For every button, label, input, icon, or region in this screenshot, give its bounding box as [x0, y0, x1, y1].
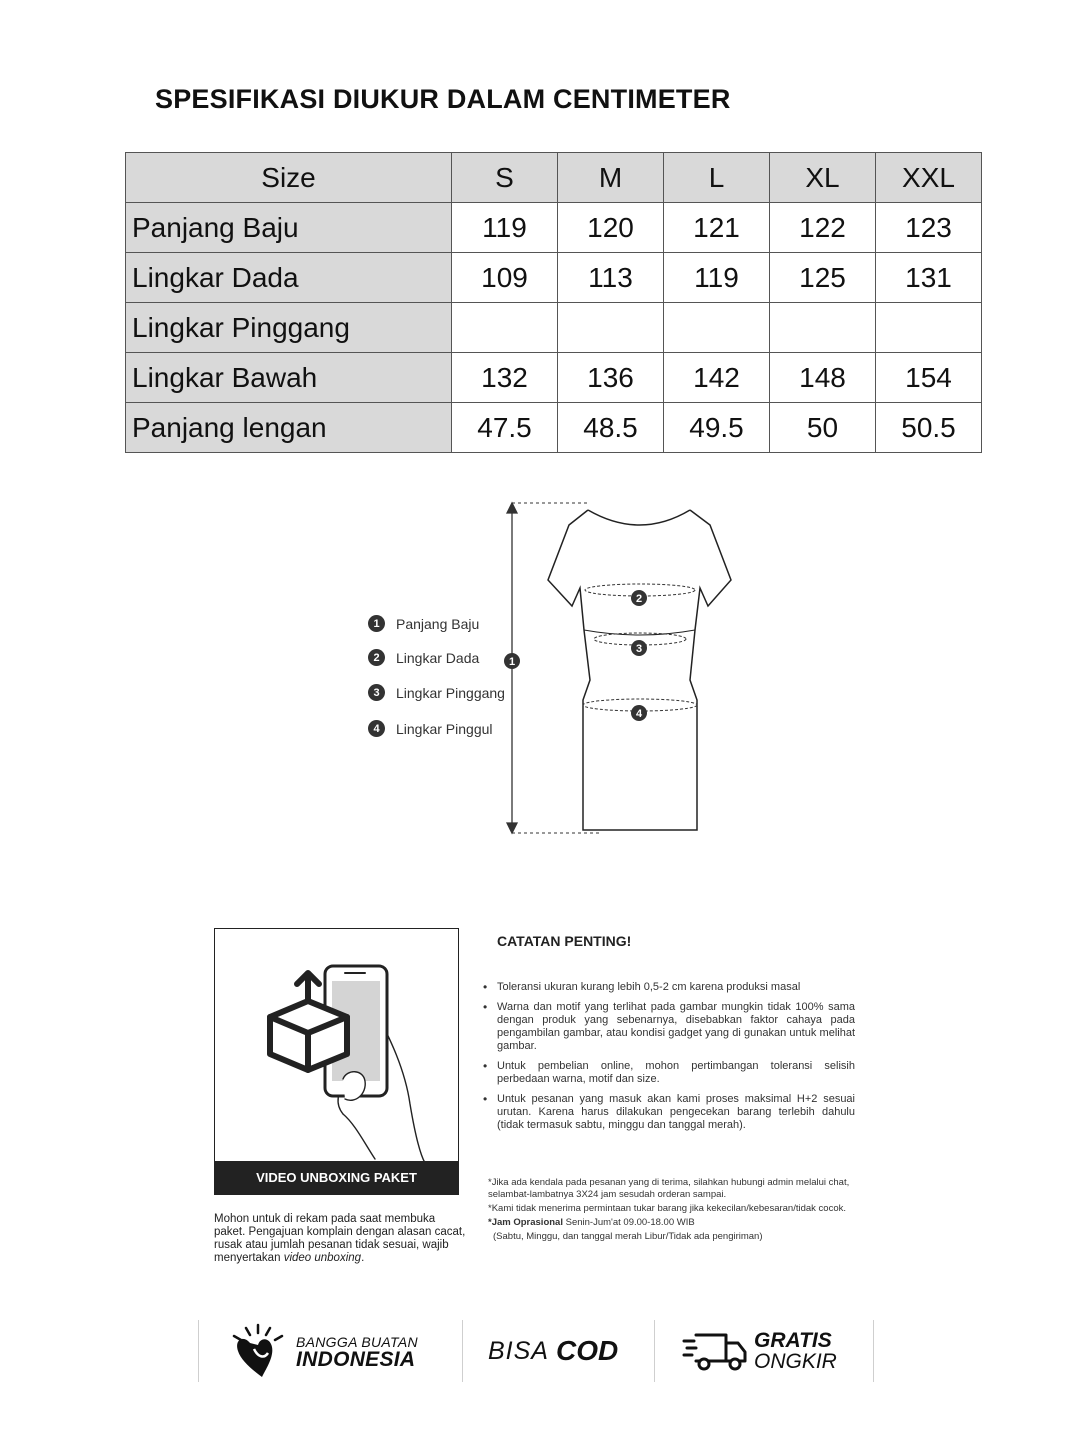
table-row — [126, 203, 982, 253]
row-label: Lingkar Dada — [126, 253, 452, 303]
table-cell — [770, 303, 876, 353]
table-cell: 125 — [770, 253, 876, 303]
unboxing-note — [214, 1213, 466, 1265]
unboxing-card — [214, 928, 459, 1195]
badge-row — [198, 1320, 874, 1382]
header-cell-xl: XL — [770, 153, 876, 203]
marker-4 — [631, 705, 647, 721]
hours-note: (Sabtu, Minggu, dan tanggal merah Libur/Tidak ada pengiriman) — [493, 1231, 763, 1242]
badge-bangga-small-text: BANGGA BUATAN — [296, 1334, 418, 1350]
legend-label: Panjang Baju — [396, 615, 480, 632]
table-cell: 123 — [876, 203, 982, 253]
table-header-row — [126, 153, 982, 203]
badge-divider — [198, 1320, 199, 1382]
svg-text:4: 4 — [635, 708, 643, 720]
table-cell: 113 — [558, 253, 664, 303]
table-cell: 48.5 — [558, 403, 664, 453]
page-title: SPESIFIKASI DIUKUR DALAM CENTIMETER — [155, 84, 731, 114]
row-label: Lingkar Bawah — [126, 353, 452, 403]
badge-bangga-buatan-indonesia — [228, 1320, 418, 1382]
table-row — [126, 253, 982, 303]
legend-label: Lingkar Pinggul — [396, 720, 493, 737]
list-item: • Warna dan motif yang terlihat pada gambar mungkin tidak 100% sama dengan produk yang sebenarnya, disebabkan faktor cahaya pada pengambilan gambar, atau kondisi gadget yang di gunakan untuk melihat gambar. — [483, 1001, 855, 1053]
list-item: • Untuk pesanan yang masuk akan kami proses maksimal H+2 sesuai urutan. Karena harus dilakukan pengecekan barang terlebih dahulu (tidak termasuk sabtu, minggu dan tanggal merah). — [483, 1093, 855, 1132]
table-cell: 49.5 — [664, 403, 770, 453]
legend-number-badge: 4 — [368, 720, 385, 737]
unboxing-note-end: . — [361, 1252, 365, 1264]
badge-cod-text: COD — [555, 1335, 619, 1366]
badge-divider — [654, 1320, 655, 1382]
badge-bisa-text: BISA — [488, 1336, 549, 1365]
list-item: • Untuk pembelian online, mohon pertimbangan toleransi selisih perbedaan warna, motif dan size. — [483, 1060, 855, 1086]
header-cell-xxl: XXL — [876, 153, 982, 203]
badge-bisa-cod — [488, 1320, 618, 1382]
size-table — [125, 152, 982, 453]
marker-3 — [631, 640, 647, 656]
dress-measurement-diagram — [355, 495, 755, 845]
dress-outline-icon — [548, 510, 731, 830]
table-cell: 119 — [664, 253, 770, 303]
table-cell: 120 — [558, 203, 664, 253]
badge-ongkir-text: ONGKIR — [754, 1350, 837, 1373]
hours-value: Senin-Jum'at 09.00-18.00 WIB — [565, 1217, 695, 1228]
header-cell-size: Size — [126, 153, 452, 203]
list-item: • Toleransi ukuran kurang lebih 0,5-2 cm karena produksi masal — [483, 981, 855, 994]
legend-label: Lingkar Dada — [396, 649, 480, 666]
table-cell: 109 — [452, 253, 558, 303]
legend-label: Lingkar Pinggang — [396, 684, 505, 701]
row-label: Lingkar Pinggang — [126, 303, 452, 353]
marker-2 — [631, 590, 647, 606]
table-cell — [876, 303, 982, 353]
badge-gratis-text: GRATIS — [754, 1329, 832, 1352]
notes-title: CATATAN PENTING! — [497, 933, 632, 949]
table-row — [126, 353, 982, 403]
table-cell — [664, 303, 770, 353]
table-cell: 136 — [558, 353, 664, 403]
table-cell: 142 — [664, 353, 770, 403]
svg-text:1: 1 — [508, 656, 516, 668]
footnote-exchange: *Kami tidak menerima permintaan tukar barang jika kekecilan/kebesaran/tidak cocok. — [488, 1203, 847, 1214]
unboxing-note-text: Mohon untuk di rekam pada saat membuka paket. Pengajuan komplain dengan alasan cacat, rusak atau jumlah pesanan tidak sesuai, wajib menyertakan — [214, 1213, 466, 1264]
table-cell: 132 — [452, 353, 558, 403]
badge-divider — [462, 1320, 463, 1382]
table-cell: 122 — [770, 203, 876, 253]
header-cell-s: S — [452, 153, 558, 203]
length-arrow — [507, 503, 600, 833]
table-cell: 50.5 — [876, 403, 982, 453]
table-cell: 121 — [664, 203, 770, 253]
hours-label: *Jam Oprasional — [488, 1217, 563, 1228]
footnote-complaint: *Jika ada kendala pada pesanan yang di terima, silahkan hubungi admin melalui chat, selambat-lambatnya 3X24 jam sesudah orderan sampai. — [488, 1177, 850, 1200]
notes-list — [483, 981, 855, 1139]
table-row — [126, 303, 982, 353]
badge-gratis-ongkir — [682, 1320, 837, 1382]
badge-divider — [873, 1320, 874, 1382]
table-cell — [452, 303, 558, 353]
unboxing-label-bar: VIDEO UNBOXING PAKET — [215, 1161, 458, 1194]
legend-number-badge: 1 — [368, 615, 385, 632]
footnotes — [488, 1177, 873, 1245]
svg-text:3: 3 — [635, 643, 643, 655]
header-cell-l: L — [664, 153, 770, 203]
unboxing-note-emphasis: video unboxing — [283, 1252, 362, 1264]
table-cell: 131 — [876, 253, 982, 303]
legend-number-badge: 3 — [368, 684, 385, 701]
table-cell: 50 — [770, 403, 876, 453]
header-cell-m: M — [558, 153, 664, 203]
table-cell: 119 — [452, 203, 558, 253]
marker-1 — [504, 653, 520, 669]
delivery-truck-icon — [682, 1329, 748, 1373]
row-label: Panjang lengan — [126, 403, 452, 453]
table-cell: 148 — [770, 353, 876, 403]
row-label: Panjang Baju — [126, 203, 452, 253]
badge-bangga-big-text: INDONESIA — [296, 1348, 416, 1371]
table-cell: 47.5 — [452, 403, 558, 453]
footnote-hours — [488, 1217, 873, 1229]
svg-text:2: 2 — [635, 593, 643, 605]
phone-package-icon — [215, 929, 460, 1163]
legend-number-badge: 2 — [368, 649, 385, 666]
table-cell — [558, 303, 664, 353]
table-row — [126, 403, 982, 453]
table-cell: 154 — [876, 353, 982, 403]
heart-hand-icon — [228, 1321, 292, 1381]
